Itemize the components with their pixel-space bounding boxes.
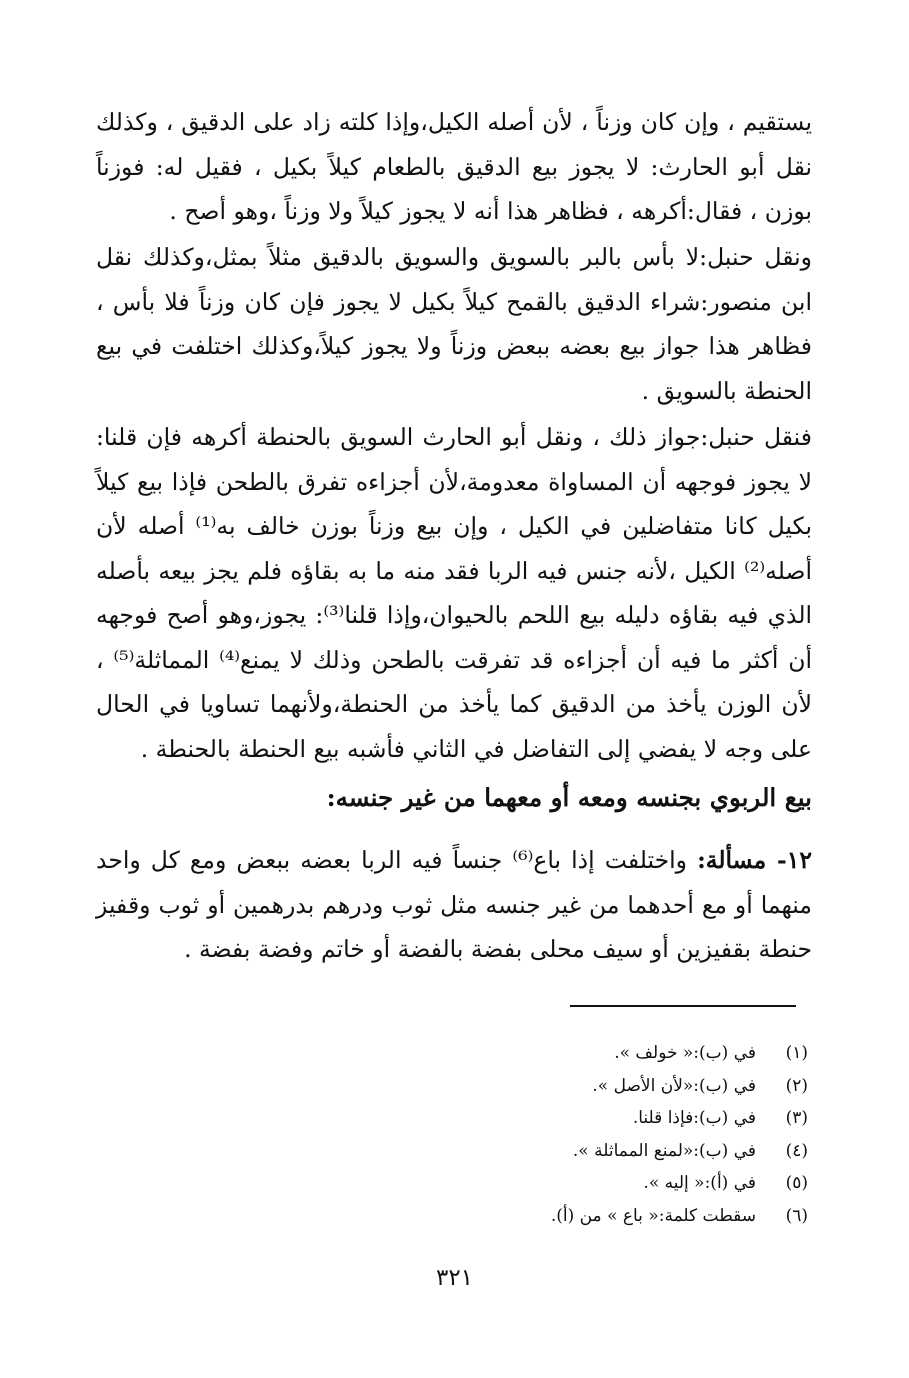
footnote-separator <box>570 1005 796 1007</box>
footnote-number: (٤) <box>785 1140 808 1161</box>
issue-paragraph <box>96 838 812 972</box>
paragraph-1-text: يستقيم ، وإن كان وزناً ، لأن أصله الكيل،وإذا كلته زاد على الدقيق ، وكذلك نقل أبو الحارث: لا يجوز بيع الدقيق بالطعام كيلاً بكيل ، فقيل له: فوزناً بوزن ، فقال:أكرهه ، فظاهر هذا أنه لا يجوز كيلاً ولا وزناً ،وهو أصح . <box>96 108 812 225</box>
footnote-text: في (أ):« إليه ». <box>643 1173 756 1193</box>
issue-label: ١٢- مسألة: <box>697 846 812 874</box>
footnote-text: في (ب):«لمنع المماثلة ». <box>572 1140 756 1161</box>
footnote-5 <box>300 1167 808 1200</box>
footnote-text: في (ب):« خولف ». <box>614 1043 756 1063</box>
footnote-3 <box>300 1102 808 1135</box>
footnote-1 <box>300 1037 808 1070</box>
footnote-text: سقطت كلمة:« باع » من (أ). <box>550 1205 756 1226</box>
section-heading: بيع الربوي بجنسه ومعه أو معهما من غير جنسه: <box>326 783 812 812</box>
footnote-number: (٦) <box>785 1205 808 1226</box>
issue-text: واختلفت إذا باع⁽⁶⁾ جنساً فيه الربا بعضه ببعض ومع كل واحد منهما أو مع أحدهما من غير جنسه مثل ثوب ودرهم بدرهمين أو ثوب وقفيز حنطة بقفيزين أو سيف محلى بفضة بالفضة أو خاتم وفضة بفضة . <box>96 846 812 963</box>
footnote-number: (٣) <box>785 1108 808 1128</box>
paragraph-2-text: ونقل حنبل:لا بأس بالبر بالسويق والسويق بالدقيق مثلاً بمثل،وكذلك نقل ابن منصور:شراء الدقيق بالقمح كيلاً بكيل لا يجوز فإن كان وزناً فلا بأس ، فظاهر هذا جواز بيع بعضه ببعض وزناً ولا يجوز كيلاً،وكذلك اختلفت في بيع الحنطة بالسويق . <box>96 243 812 405</box>
footnote-number: (١) <box>785 1043 808 1063</box>
footnotes <box>300 1037 808 1232</box>
footnote-2 <box>300 1070 808 1103</box>
footnote-number: (٢) <box>785 1075 808 1096</box>
footnote-text: في (ب):«لأن الأصل ». <box>592 1075 756 1096</box>
issue-paragraph-text <box>96 838 812 972</box>
footnote-text: في (ب):فإذا قلنا. <box>632 1108 756 1128</box>
paragraph-3 <box>96 415 812 771</box>
footnote-number: (٥) <box>785 1173 808 1193</box>
footnote-4 <box>300 1135 808 1168</box>
paragraph-1 <box>96 100 812 234</box>
paragraph-2 <box>96 235 812 413</box>
page-number: ٣٢١ <box>435 1265 474 1291</box>
paragraph-3-text: فنقل حنبل:جواز ذلك ، ونقل أبو الحارث السويق بالحنطة أكرهه فإن قلنا: لا يجوز فوجهه أن المساواة معدومة،لأن أجزاءه تفرق بالطحن فإذا بيع كيلاً بكيل كانا متفاضلين في الكيل ، وإن بيع وزناً بوزن خالف به⁽¹⁾ أصله لأن أصله⁽²⁾ الكيل ،لأنه جنس فيه الربا فقد منه ما به بقاؤه فلم يجز بيعه بأصله الذي فيه بقاؤه دليله بيع اللحم بالحيوان،وإذا قلنا⁽³⁾: يجوز،وهو أصح فوجهه أن أكثر ما فيه أن أجزاءه قد تفرقت بالطحن وذلك لا يمنع⁽⁴⁾ المماثلة⁽⁵⁾ ، لأن الوزن يأخذ من الدقيق كما يأخذ من الحنطة،ولأنهما تساويا في الحال على وجه لا يفضي إلى التفاضل في الثاني فأشبه بيع الحنطة بالحنطة . <box>96 423 813 763</box>
footnote-6 <box>300 1200 808 1233</box>
